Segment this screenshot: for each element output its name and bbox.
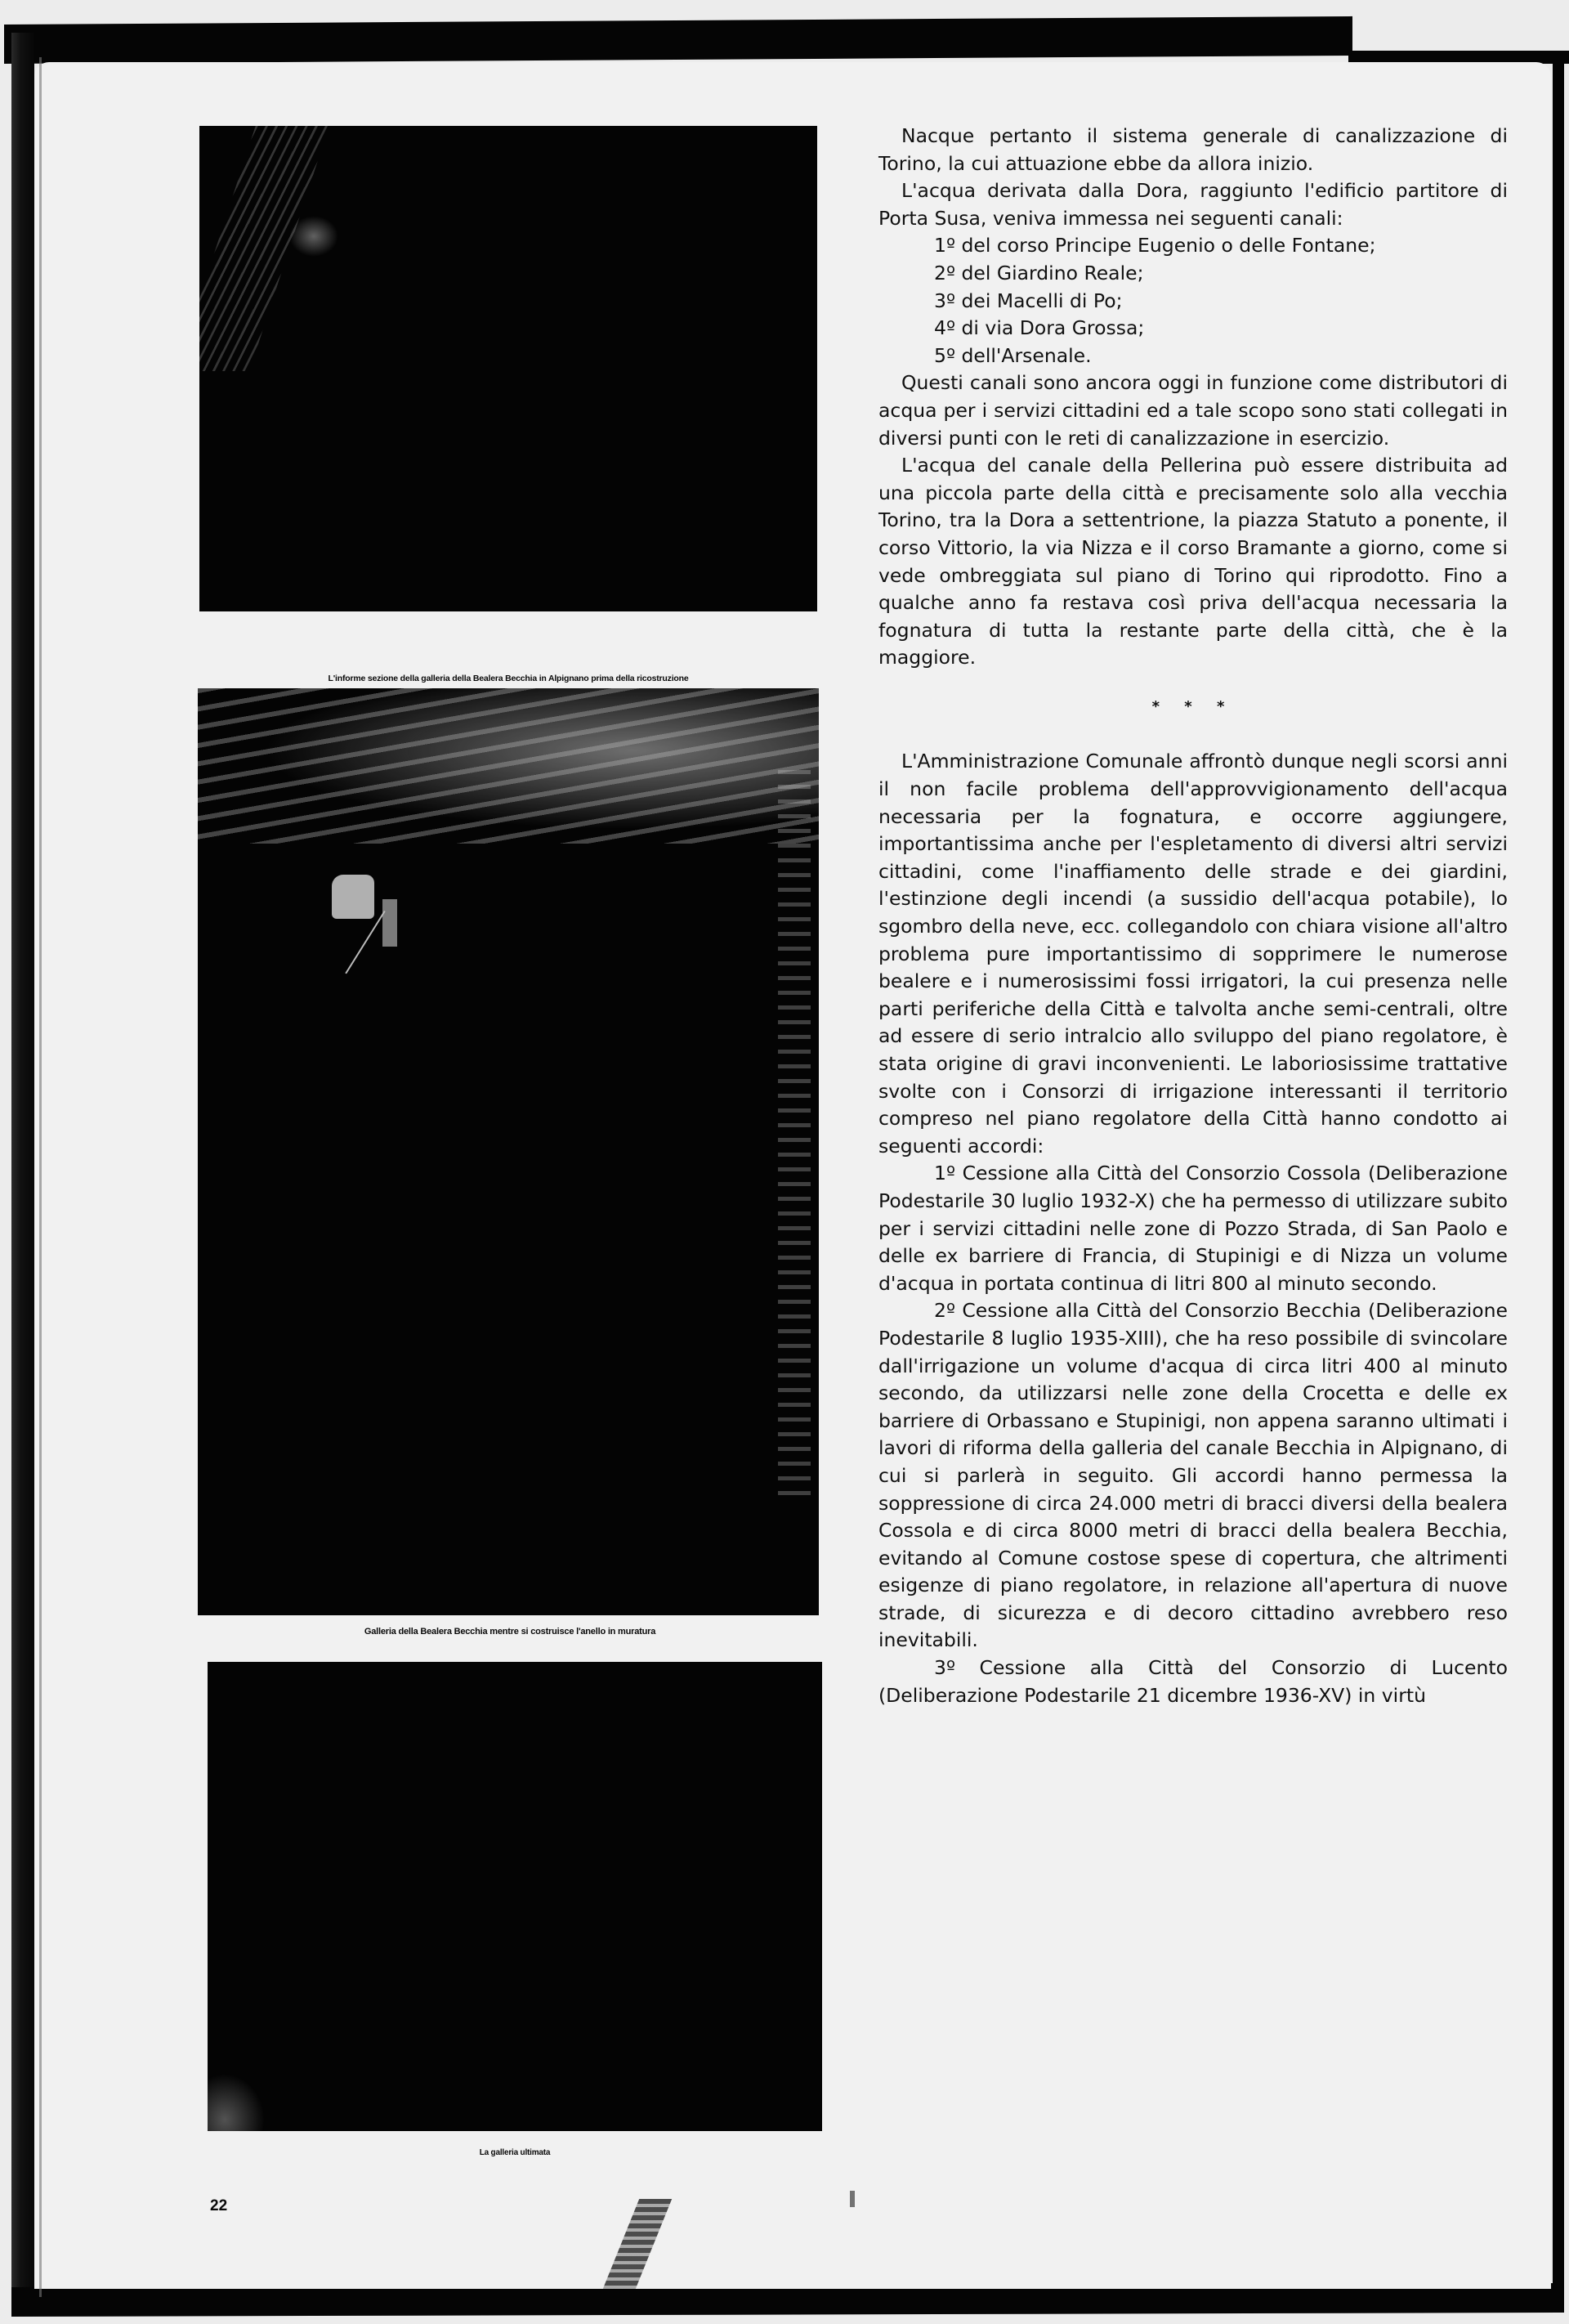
- canal-list-item: 3º dei Macelli di Po;: [934, 289, 1123, 312]
- page-number: 22: [210, 2197, 228, 2214]
- accord-item: 1º Cessione alla Città del Consorzio Cossola (Deliberazione Podestarile 30 luglio 1932-X) che ha permesso di utilizzare subito per i servizi cittadini nelle zone di Pozzo Strada, di San Paolo e delle ex barriere di Francia, di Stupinigi e di Nizza un volume d'acqua in portata continua di litri 800 al minuto secondo.: [878, 1162, 1508, 1295]
- scan-border-top: [4, 16, 1352, 64]
- scan-border-right: [1553, 57, 1564, 2289]
- figure-caption: Galleria della Bealera Becchia mentre si costruisce l'anello in muratura: [364, 1627, 656, 1637]
- paragraph: Questi canali sono ancora oggi in funzione come distributori di acqua per i servizi cittadini ed a tale scopo sono stati collegati in diversi punti con le reti di canalizzazione in esercizio.: [878, 371, 1508, 450]
- paragraph: L'Amministrazione Comunale affrontò dunque negli scorsi anni il non facile problema dell'approvvigionamento dell'acqua necessaria per la fognatura, e occorre aggiungere, importantissima anche per l'espletamento di diversi altri servizi cittadini, come l'inaffiamento delle strade e dei giardini, l'estinzione degli incendi (a sussidio dell'acqua potabile), lo sgombro della neve, ecc. collegandolo con chiara visione all'altro problema pure importantissimo di sopprimere le numerose bealere e i numerosissimi fossi irrigatori, la cui presenza nelle parti periferiche della Città e talvolta anche semi-centrali, oltre ad essere di serio intralcio allo sviluppo del piano regolatore, è stata origine di gravi inconvenienti. Le laboriosissime trattative svolte con i Consorzi di irrigazione interessanti il territorio compreso nel piano regolatore della Città hanno condotto ai seguenti accordi:: [878, 750, 1508, 1158]
- canal-list-item: 4º di via Dora Grossa;: [934, 316, 1145, 340]
- paragraph: Nacque pertanto il sistema generale di canalizzazione di Torino, la cui attuazione ebbe da allora inizio.: [878, 124, 1508, 175]
- paragraph: L'acqua del canale della Pellerina può essere distribuita ad una piccola parte della città e precisamente solo alla vecchia Torino, tra la Dora a settentrione, la piazza Statuto a ponente, il corso Vittorio, la via Nizza e il corso Bramante a giorno, come si vede ombreggiata sul piano di Torino qui riprodotto. Fino a qualche anno fa restava così priva dell'acqua necessaria la fognatura di tutta la restante parte della città, che è la maggiore.: [878, 454, 1508, 669]
- figure-caption: L'informe sezione della galleria della Bealera Becchia in Alpignano prima della ricostruzione: [328, 674, 689, 683]
- accord-item: 3º Cessione alla Città del Consorzio di Lucento (Deliberazione Podestarile 21 dicembre 1936-XV) in virtù: [878, 1656, 1508, 1707]
- figure-caption: La galleria ultimata: [479, 2148, 551, 2157]
- canal-list-item: 2º del Giardino Reale;: [934, 261, 1144, 284]
- figure-photo-tunnel-completed: [208, 1662, 822, 2131]
- scan-binding-line: [39, 57, 42, 2297]
- canal-list-item: 1º del corso Principe Eugenio o delle Fontane;: [934, 234, 1376, 257]
- paragraph: L'acqua derivata dalla Dora, raggiunto l'edificio partitore di Porta Susa, veniva immessa nei seguenti canali:: [878, 179, 1508, 230]
- section-separator: * * *: [1151, 697, 1235, 715]
- scan-border-left: [11, 33, 34, 2313]
- article-body: [878, 123, 1508, 1709]
- canal-list-item: 5º dell'Arsenale.: [934, 343, 1092, 367]
- figure-photo-tunnel-construction: [198, 688, 819, 1615]
- accord-item: 2º Cessione alla Città del Consorzio Becchia (Deliberazione Podestarile 8 luglio 1935-XIII), che ha reso possibile di svincolare dall'irrigazione un volume d'acqua di circa litri 400 al minuto secondo, da utilizzarsi nelle zone della Crocetta e delle ex barriere di Orbassano e Stupinigi, non appena saranno ultimati i lavori di riforma della galleria del canale Becchia in Alpignano, di cui si parlerà in seguito. Gli accordi hanno permessa la soppressione di circa 24.000 metri di bracci diversi della bealera Cossola e di circa 8000 metri di bracci della bealera Becchia, evitando al Comune costose spese di copertura, che altrimenti esigenze di piano regolatore, in relazione all'apertura di nuove strade, di sicurezza e di decoro cittadino avrebbero reso inevitabili.: [878, 1299, 1508, 1652]
- scan-artifact: [850, 2191, 855, 2207]
- figure-photo-tunnel-before: [199, 126, 817, 611]
